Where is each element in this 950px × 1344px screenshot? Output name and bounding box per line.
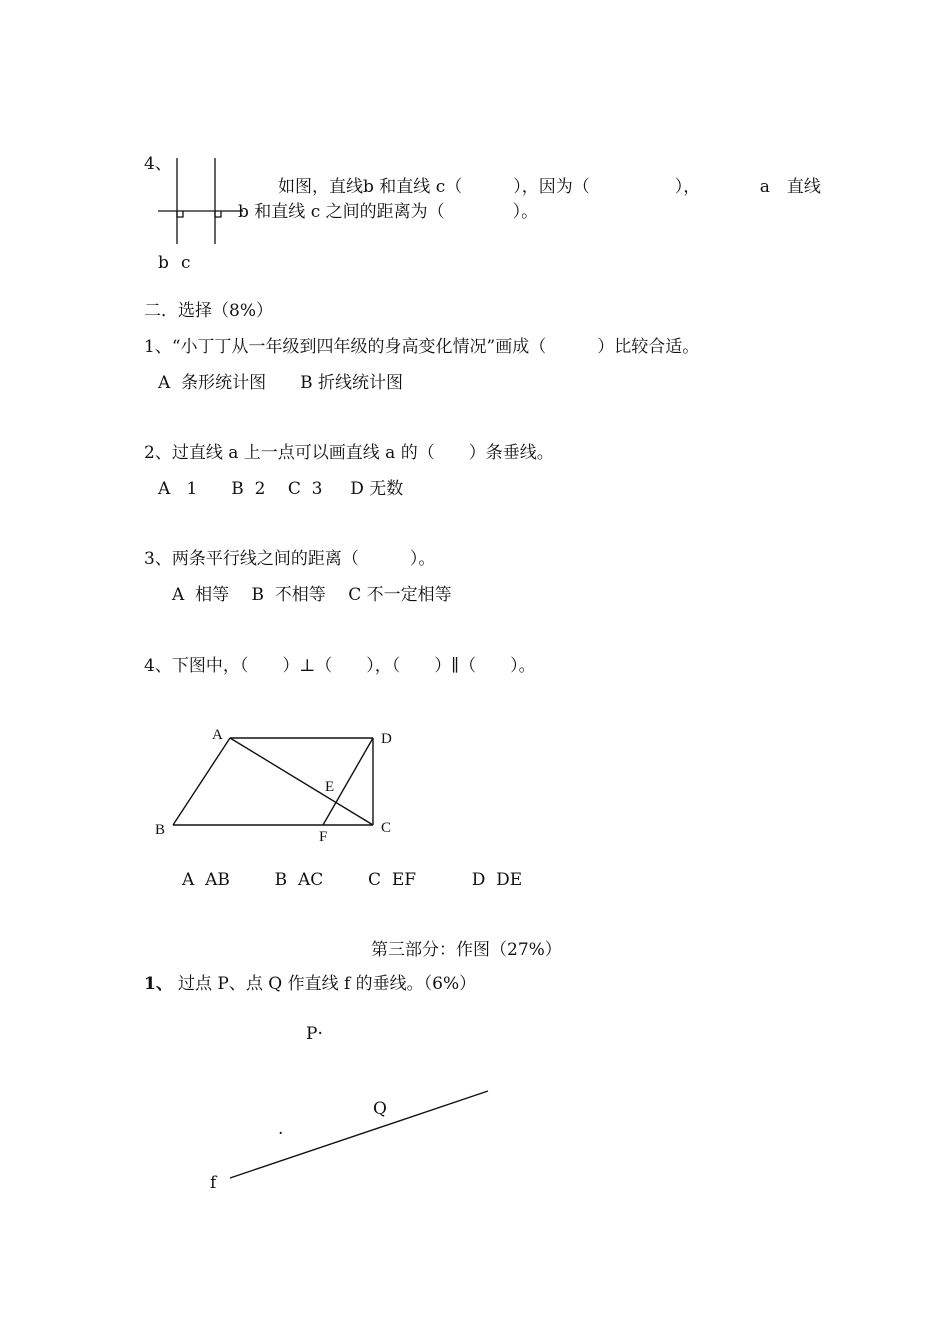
s2-q1-text: 1、“小丁丁从一年级到四年级的身高变化情况”画成（ ）比较合适。 bbox=[144, 337, 700, 357]
section3-title: 第三部分：作图（27%） bbox=[371, 940, 562, 960]
q4-label-c: c bbox=[181, 253, 191, 273]
point-label-c: C bbox=[381, 820, 392, 836]
s2-q3-text: 3、两条平行线之间的距离（ ）。 bbox=[144, 549, 436, 569]
section2-title: 二．选择（8%） bbox=[144, 301, 273, 321]
s3-q1-number: 1、 bbox=[144, 974, 173, 994]
trapezoid-figure bbox=[173, 738, 373, 825]
s2-q2-options: A 1 B 2 C 3 D 无数 bbox=[158, 479, 404, 499]
parallel-lines-figure bbox=[158, 158, 243, 244]
s2-q1-options: A 条形统计图 B 折线统计图 bbox=[158, 373, 403, 393]
point-label-f: F bbox=[319, 829, 328, 845]
point-label-a: A bbox=[212, 727, 223, 743]
point-p-label: P· bbox=[306, 1024, 323, 1044]
point-q-dot: . bbox=[278, 1119, 284, 1139]
point-q-label: Q bbox=[373, 1099, 387, 1119]
point-label-d: D bbox=[381, 731, 392, 747]
s2-q4-options: A AB B AC C EF D DE bbox=[182, 870, 523, 890]
q4-line1: 如图，直线b 和直线 c（ ），因为（ ）， a 直线 bbox=[278, 177, 821, 197]
line-f-label: f bbox=[210, 1173, 217, 1193]
s3-q1-text: 过点 P、点 Q 作直线 f 的垂线。（6%） bbox=[178, 974, 477, 994]
q4-number: 4、 bbox=[144, 154, 172, 174]
s2-q4-text: 4、下图中，（ ）⊥（ ），（ ）∥（ ）。 bbox=[144, 656, 536, 676]
right-angle-mark-b bbox=[177, 211, 183, 217]
line-f bbox=[230, 1091, 488, 1178]
s2-q3-options: A 相等 B 不相等 C 不一定相等 bbox=[172, 585, 452, 605]
segment-ab bbox=[173, 738, 230, 825]
right-angle-mark-c bbox=[215, 211, 221, 217]
segment-fd bbox=[323, 738, 373, 825]
q4-label-b: b bbox=[158, 253, 169, 273]
point-label-e: E bbox=[325, 779, 335, 795]
q4-line2: b 和直线 c 之间的距离为（ ）。 bbox=[238, 202, 539, 222]
point-label-b: B bbox=[155, 822, 166, 838]
segment-ac bbox=[230, 738, 373, 825]
s2-q2-text: 2、过直线 a 上一点可以画直线 a 的（ ）条垂线。 bbox=[144, 443, 554, 463]
